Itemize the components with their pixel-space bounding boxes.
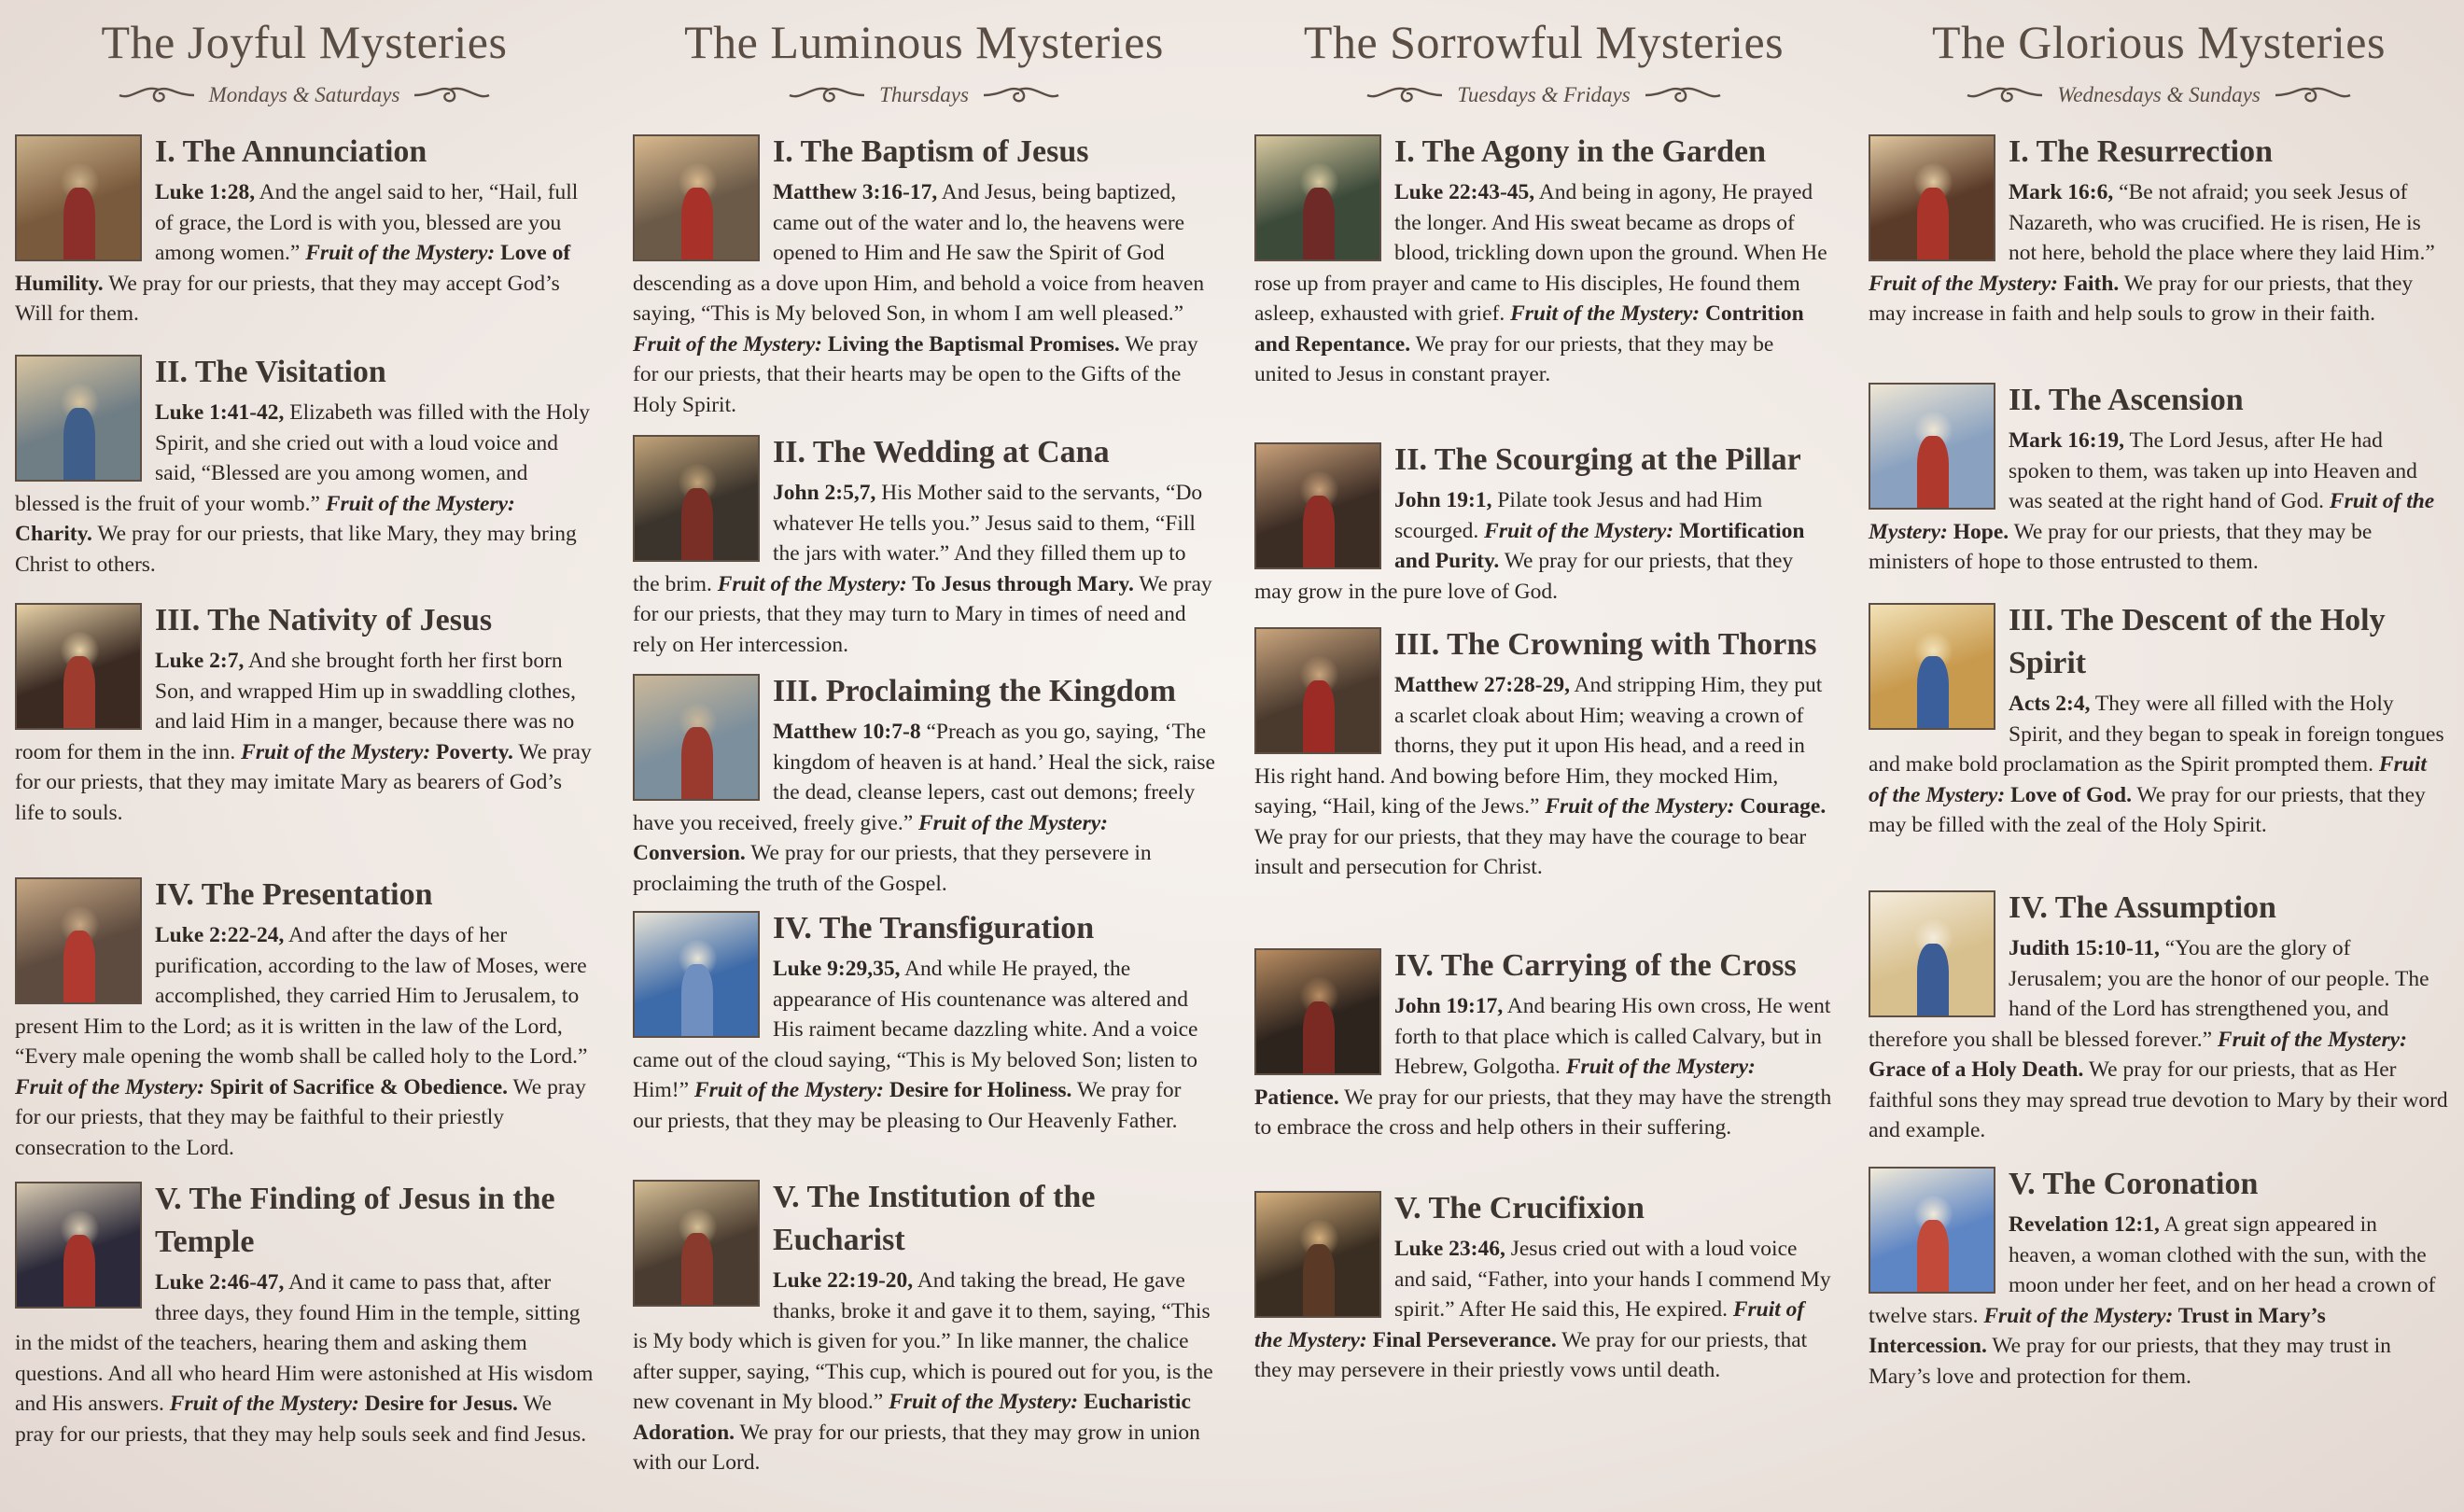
mystery-item [1869, 599, 2449, 841]
prayer-text: We pray for our priests, that they may be faithful to their priestly consecration to the Lord. [15, 1074, 586, 1160]
mystery-title: IV. The Presentation [155, 877, 433, 912]
flourish-right-icon [982, 82, 1060, 108]
fruit-value: Contrition and Repentance. [1254, 301, 1804, 357]
fruit-label: Fruit of the Mystery: [1565, 1055, 1756, 1079]
mystery-title: I. The Baptism of Jesus [773, 134, 1089, 169]
fruit-value: Eucharistic Adoration. [633, 1390, 1191, 1445]
column-days: Thursdays [879, 83, 969, 106]
fruit-value: Living the Baptismal Promises. [822, 331, 1120, 357]
prayer-text: We pray for our priests, that they may be pleasing to Our Heavenly Father. [633, 1078, 1182, 1133]
fruit-label: Fruit of the Mystery: [1869, 489, 2435, 544]
fruit-value: Faith. [2058, 271, 2120, 296]
scripture-quote: “Be not afraid; you seek Jesus of Nazareth, who was crucified. He is risen, He is not here, behold the place where they laid Him.” [2009, 180, 2435, 265]
scripture-quote: And taking the bread, He gave thanks, broke it and gave it to them, saying, “This is My body which is given for you.” In like manner, the chalice after supper, saying, “This cup, which is poured out for you, is the new covenant in My blood.” [633, 1268, 1213, 1414]
mystery-item [1254, 131, 1833, 390]
fruit-value: Love of Humility. [15, 241, 571, 296]
painting-thumbnail-icon [15, 603, 142, 730]
mystery-title: IV. The Transfiguration [773, 911, 1095, 945]
flourish-left-icon [788, 82, 866, 108]
mystery-title: I. The Resurrection [2009, 134, 2274, 169]
painting-thumbnail-icon [1254, 1191, 1381, 1318]
fruit-value: Trust in Mary’s Intercession. [1869, 1303, 2326, 1358]
scripture-quote: And the angel said to her, “Hail, full of grace, the Lord is with you, blessed are you among women.” [155, 180, 579, 265]
scripture-reference: Mark 16:6, [2009, 180, 2114, 204]
scripture-quote: A great sign appeared in heaven, a woman clothed with the sun, with the moon under her feet, and on her head a crown of twelve stars. [1869, 1212, 2436, 1328]
painting-thumbnail-icon [1869, 603, 1995, 730]
mystery-title: II. The Visitation [155, 355, 386, 389]
scripture-quote: His Mother said to the servants, “Do whatever He tells you.” Jesus said to them, “Fill the jars with water.” And they filled them up to the brim. [633, 481, 1203, 596]
mystery-item [1869, 887, 2449, 1146]
painting-thumbnail-icon [15, 1182, 142, 1309]
fruit-value: Conversion. [633, 841, 746, 865]
mystery-title: V. The Finding of Jesus in the Temple [155, 1182, 555, 1259]
fruit-value: Desire for Holiness. [883, 1078, 1072, 1102]
mystery-item [1869, 131, 2449, 329]
mystery-item [15, 599, 594, 828]
column-title: The Sorrowful Mysteries [1303, 16, 1785, 68]
scripture-reference: Luke 23:46, [1394, 1237, 1505, 1261]
fruit-label: Fruit of the Mystery: [1869, 752, 2427, 807]
mystery-item [15, 351, 594, 580]
scripture-reference: Luke 1:28, [155, 180, 256, 204]
mystery-title: V. The Crucifixion [1394, 1191, 1645, 1225]
mystery-item [633, 131, 1215, 420]
mystery-title: V. The Coronation [2009, 1167, 2259, 1201]
scripture-quote: And Jesus, being baptized, came out of the water and lo, the heavens were opened to Him and He saw the Spirit of God descending as a dove upon Him, and behold a voice from heaven saying, “This is My beloved Son, in whom I am well pleased.” [633, 180, 1205, 326]
fruit-label: Fruit of the Mystery: [693, 1078, 884, 1102]
column-title: The Luminous Mysteries [684, 16, 1164, 68]
scripture-reference: Matthew 10:7-8 [773, 720, 921, 744]
mystery-title: III. Proclaiming the Kingdom [773, 674, 1176, 708]
scripture-reference: Luke 2:7, [155, 649, 245, 673]
scripture-reference: Acts 2:4, [2009, 692, 2091, 716]
fruit-label: Fruit of the Mystery: [1545, 794, 1735, 819]
scripture-quote: Pilate took Jesus and had Him scourged. [1394, 488, 1763, 543]
painting-thumbnail-icon [1254, 948, 1381, 1075]
mystery-title: I. The Annunciation [155, 134, 427, 169]
mystery-item [15, 131, 594, 329]
mystery-item [1869, 379, 2449, 578]
scripture-reference: Luke 22:19-20, [773, 1268, 914, 1293]
scripture-reference: Luke 2:46-47, [155, 1270, 285, 1295]
mystery-item [633, 431, 1215, 660]
column-subtitle [633, 78, 1215, 112]
scripture-quote: And bearing His own cross, He went forth to that place which is called Calvary, but in Hebrew, Golgotha. [1394, 994, 1831, 1079]
mystery-item [15, 874, 594, 1163]
scripture-quote: And it came to pass that, after three days, they found Him in the temple, sitting in the midst of the teachers, hearing them and asking them questions. And all who heard Him were astonished at His wisdom and His answers. [15, 1270, 594, 1416]
painting-thumbnail-icon [633, 134, 760, 261]
mystery-item [633, 907, 1215, 1136]
column-subtitle [15, 78, 594, 112]
column-header [15, 0, 594, 112]
scripture-reference: John 19:1, [1394, 488, 1492, 512]
scripture-reference: Revelation 12:1, [2009, 1212, 2160, 1237]
scripture-quote: Jesus cried out with a loud voice and said, “Father, into your hands I commend My spirit.” After He said this, He expired. [1394, 1237, 1831, 1322]
prayer-text: We pray for our priests, that they may trust in Mary’s love and protection for them. [1869, 1334, 2391, 1389]
fruit-label: Fruit of the Mystery: [717, 571, 907, 596]
prayer-text: We pray for our priests, that they may be ministers of hope to those entrusted to them. [1869, 519, 2373, 574]
fruit-value: Grace of a Holy Death. [1869, 1057, 2084, 1082]
scripture-reference: John 2:5,7, [773, 481, 876, 505]
column-days: Wednesdays & Sundays [2057, 83, 2261, 106]
mystery-item [1254, 945, 1833, 1143]
scripture-quote: “Preach as you go, saying, ‘The kingdom of heaven is at hand.’ Heal the sick, raise the dead, cleanse lepers, cast out demons; freely have you received, freely give.” [633, 720, 1215, 835]
fruit-label: Fruit of the Mystery: [15, 1074, 205, 1099]
mystery-item [1254, 1187, 1833, 1386]
painting-thumbnail-icon [15, 877, 142, 1004]
prayer-text: We pray for our priests, that they may grow in union with our Lord. [633, 1420, 1200, 1475]
fruit-value: Final Perseverance. [1366, 1327, 1557, 1352]
mystery-title: III. The Descent of the Holy Spirit [2009, 603, 2386, 680]
mystery-item [1254, 623, 1833, 883]
scripture-quote: And she brought forth her first born Son, and wrapped Him up in swaddling clothes, and laid Him in a manger, because there was no room for them in the inn. [15, 649, 577, 764]
prayer-text: We pray for our priests, that they may grow in the pure love of God. [1254, 549, 1794, 604]
prayer-text: We pray for our priests, that they may be united to Jesus in constant prayer. [1254, 331, 1774, 386]
mystery-title: IV. The Assumption [2009, 890, 2276, 925]
column-subtitle [1869, 78, 2449, 112]
column-title: The Glorious Mysteries [1932, 16, 2386, 68]
painting-thumbnail-icon [633, 1180, 760, 1307]
fruit-label: Fruit of the Mystery: [241, 739, 431, 764]
painting-thumbnail-icon [1254, 627, 1381, 754]
scripture-reference: Mark 16:19, [2009, 428, 2125, 453]
flourish-right-icon [413, 82, 491, 108]
column-header [1254, 0, 1833, 112]
scripture-quote: And after the days of her purification, according to the law of Moses, were accomplished, they carried Him to Jerusalem, to present Him to the Lord; as it is written in the law of the Lord, “Every male opening the womb shall be called holy to the Lord.” [15, 923, 588, 1069]
fruit-label: Fruit of the Mystery: [1510, 301, 1701, 326]
painting-thumbnail-icon [15, 355, 142, 482]
column-title: The Joyful Mysteries [101, 16, 508, 68]
prayer-text: We pray for our priests, that they may turn to Mary in times of need and rely on Her intercession. [633, 571, 1212, 657]
prayer-text: We pray for our priests, that they may accept God’s Will for them. [15, 271, 560, 326]
fruit-label: Fruit of the Mystery: [169, 1392, 359, 1416]
mystery-title: III. The Nativity of Jesus [155, 603, 493, 637]
mystery-title: III. The Crowning with Thorns [1394, 627, 1817, 662]
scripture-quote: And while He prayed, the appearance of His countenance was altered and His raiment became dazzling white. And a voice came out of the cloud saying, “This is My beloved Son; listen to Him!” [633, 957, 1198, 1102]
scripture-quote: And stripping Him, they put a scarlet cloak about Him; weaving a crown of thorns, they put it upon His head, and a reed in His right hand. And bowing before Him, they mocked Him, saying, “Hail, king of the Jews.” [1254, 673, 1823, 819]
mystery-title: I. The Agony in the Garden [1394, 134, 1767, 169]
flourish-left-icon [1966, 82, 2044, 108]
mystery-item [1254, 439, 1833, 607]
painting-thumbnail-icon [633, 674, 760, 801]
prayer-text: We pray for our priests, that they may help souls seek and find Jesus. [15, 1392, 587, 1447]
mystery-item [633, 670, 1215, 899]
painting-thumbnail-icon [1254, 134, 1381, 261]
painting-thumbnail-icon [633, 911, 760, 1038]
prayer-text: We pray for our priests, that their hearts may be open to the Gifts of the Holy Spirit. [633, 331, 1198, 417]
column-days: Tuesdays & Fridays [1457, 83, 1631, 106]
painting-thumbnail-icon [1869, 890, 1995, 1017]
scripture-quote: They were all filled with the Holy Spirit, and they began to speak in foreign tongues and make bold proclamation as the Spirit prompted them. [1869, 692, 2444, 777]
fruit-value: Spirit of Sacrifice & Obedience. [204, 1074, 509, 1099]
mystery-title: II. The Ascension [2009, 383, 2244, 417]
fruit-label: Fruit of the Mystery: [1484, 518, 1674, 543]
prayer-text: We pray for our priests, that they may imitate Mary as bearers of God’s life to souls. [15, 739, 592, 825]
scripture-reference: Luke 2:22-24, [155, 923, 285, 947]
fruit-label: Fruit of the Mystery: [2217, 1027, 2407, 1052]
fruit-value: Desire for Jesus. [358, 1392, 518, 1416]
prayer-text: We pray for our priests, that they may have the strength to embrace the cross and help others in their suffering. [1254, 1085, 1832, 1140]
column-header [633, 0, 1215, 112]
fruit-value: Charity. [15, 522, 92, 546]
mystery-title: II. The Wedding at Cana [773, 435, 1110, 469]
prayer-text: We pray for our priests, that as Her faithful sons they may spread true devotion to Mary by their word and example. [1869, 1057, 2448, 1142]
scripture-reference: Luke 22:43-45, [1394, 180, 1535, 204]
fruit-label: Fruit of the Mystery: [305, 241, 496, 265]
mystery-item [633, 1176, 1215, 1478]
fruit-value: To Jesus through Mary. [906, 571, 1134, 596]
flourish-right-icon [2274, 82, 2352, 108]
scripture-quote: And being in agony, He prayed the longer. And His sweat became as drops of blood, trickling down upon the ground. When He rose up from prayer and came to His disciples, He found them asleep, exhausted with grief. [1254, 180, 1827, 326]
fruit-value: Hope. [1947, 519, 2009, 544]
column-days: Mondays & Saturdays [208, 83, 400, 106]
painting-thumbnail-icon [1869, 134, 1995, 261]
mystery-title: IV. The Carrying of the Cross [1394, 948, 1797, 983]
prayer-text: We pray for our priests, that they may increase in faith and help souls to grow in their faith. [1869, 271, 2414, 326]
scripture-reference: Judith 15:10-11, [2009, 936, 2160, 960]
scripture-quote: Elizabeth was filled with the Holy Spirit, and she cried out with a loud voice and said, “Blessed are you among women, and blessed is the fruit of your womb.” [15, 400, 591, 516]
fruit-label: Fruit of the Mystery: [918, 810, 1109, 835]
fruit-label: Fruit of the Mystery: [1869, 271, 2059, 296]
painting-thumbnail-icon [1869, 383, 1995, 510]
fruit-label: Fruit of the Mystery: [325, 491, 515, 516]
painting-thumbnail-icon [15, 134, 142, 261]
fruit-label: Fruit of the Mystery: [889, 1390, 1079, 1414]
scripture-quote: “You are the glory of Jerusalem; you are the honor of our people. The hand of the Lord has strengthened you, and therefore you shall be blessed forever.” [1869, 936, 2429, 1052]
scripture-reference: Luke 9:29,35, [773, 957, 901, 981]
scripture-reference: Luke 1:41-42, [155, 400, 285, 425]
scripture-reference: Matthew 3:16-17, [773, 180, 938, 204]
fruit-value: Love of God. [2005, 782, 2132, 807]
mystery-item [15, 1178, 594, 1449]
flourish-left-icon [118, 82, 196, 108]
fruit-value: Patience. [1254, 1085, 1339, 1110]
prayer-text: We pray for our priests, that they may have the courage to bear insult and persecution for Christ. [1254, 824, 1807, 879]
fruit-label: Fruit of the Mystery: [633, 331, 823, 357]
scripture-quote: The Lord Jesus, after He had spoken to them, was taken up into Heaven and was seated at the right hand of God. [2009, 428, 2417, 513]
fruit-value: Mortification and Purity. [1394, 518, 1805, 573]
prayer-text: We pray for our priests, that like Mary, they may bring Christ to others. [15, 522, 577, 577]
fruit-value: Poverty. [430, 739, 513, 764]
column-header [1869, 0, 2449, 112]
column-subtitle [1254, 78, 1833, 112]
mystery-title: V. The Institution of the Eucharist [773, 1180, 1096, 1257]
mystery-item [1869, 1163, 2449, 1392]
prayer-text: We pray for our priests, that they may persevere in their priestly vows until death. [1254, 1327, 1808, 1382]
fruit-label: Fruit of the Mystery: [1254, 1297, 1805, 1352]
scripture-reference: Matthew 27:28-29, [1394, 673, 1570, 697]
mystery-title: II. The Scourging at the Pillar [1394, 442, 1801, 477]
painting-thumbnail-icon [633, 435, 760, 562]
flourish-left-icon [1365, 82, 1444, 108]
painting-thumbnail-icon [1254, 442, 1381, 569]
scripture-reference: John 19:17, [1394, 994, 1504, 1018]
fruit-label: Fruit of the Mystery: [1983, 1303, 2174, 1328]
prayer-text: We pray for our priests, that they persevere in proclaiming the truth of the Gospel. [633, 841, 1152, 896]
painting-thumbnail-icon [1869, 1167, 1995, 1294]
prayer-text: We pray for our priests, that they may be filled with the zeal of the Holy Spirit. [1869, 782, 2426, 837]
fruit-value: Courage. [1734, 794, 1827, 819]
flourish-right-icon [1644, 82, 1722, 108]
